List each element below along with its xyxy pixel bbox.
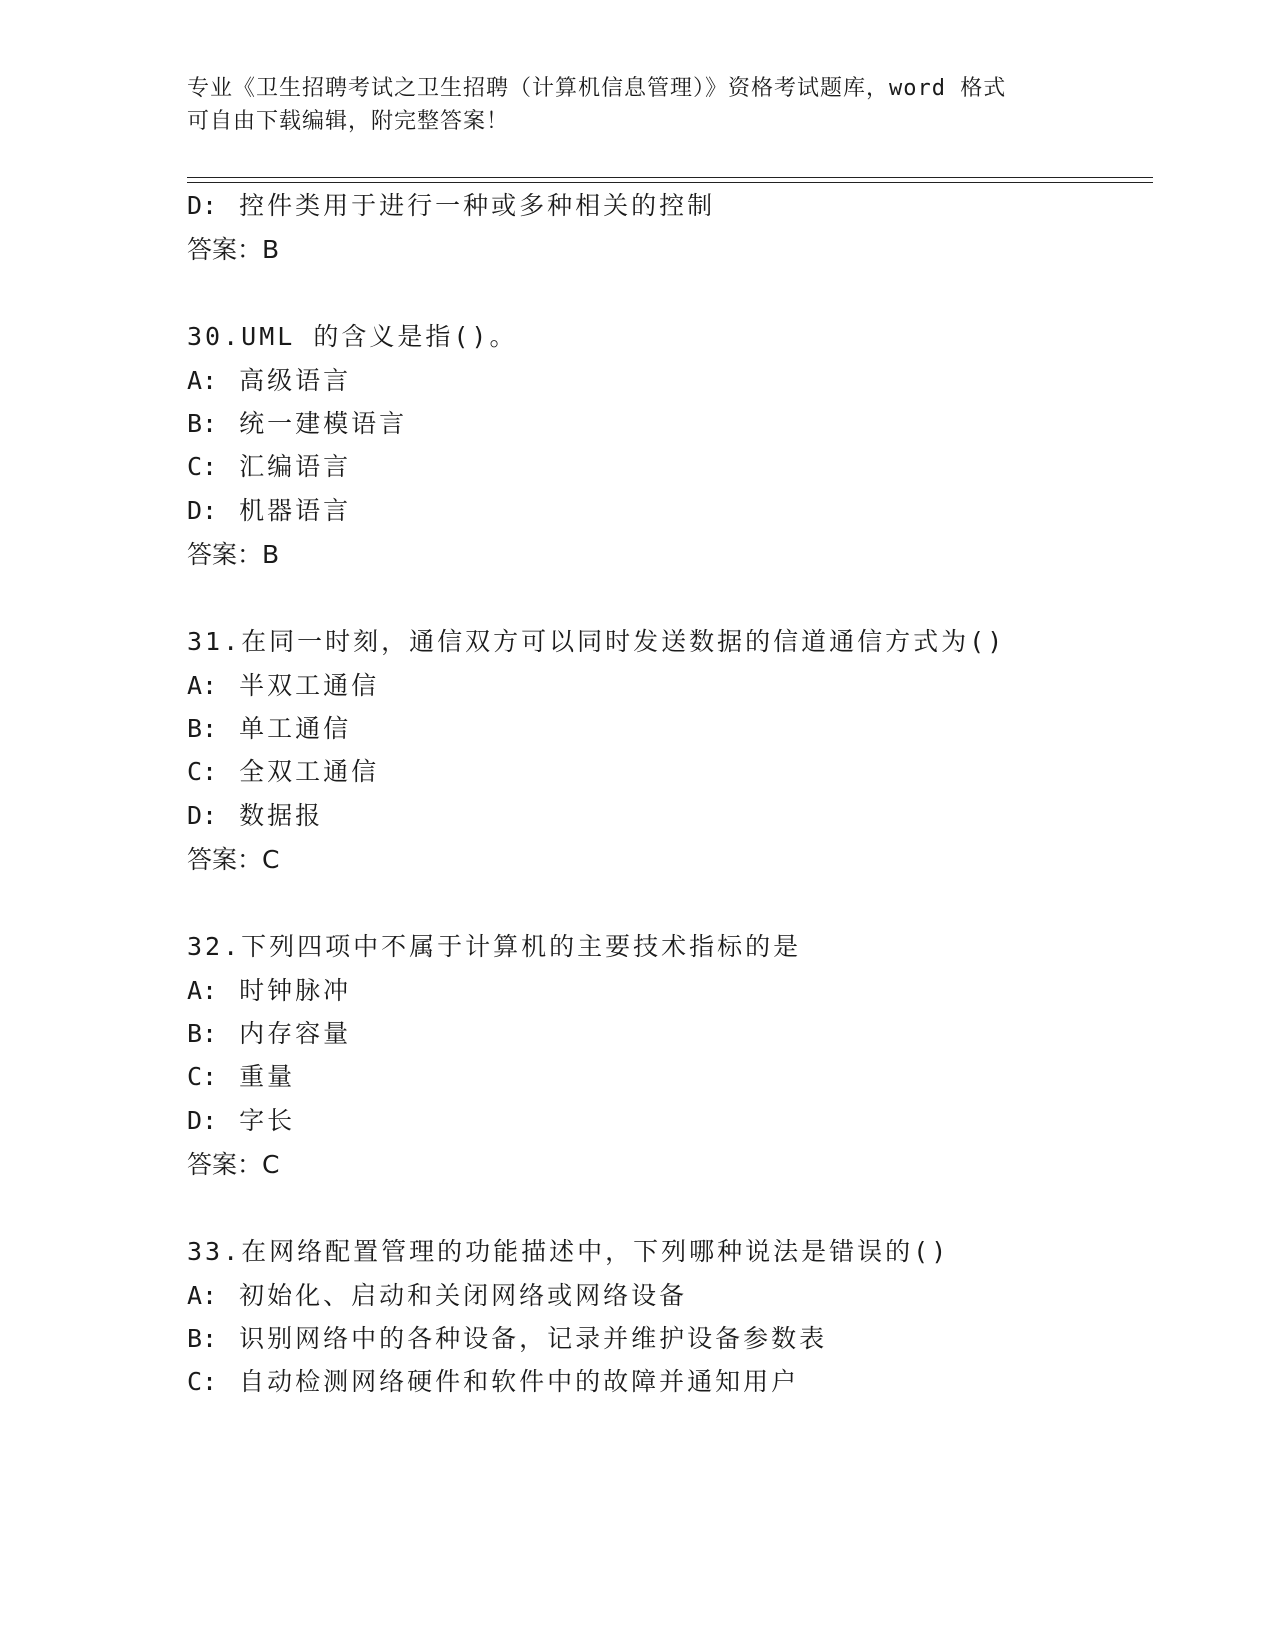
document-header (187, 72, 1087, 138)
option-letter: D: (187, 191, 218, 220)
option-letter: C: (187, 1062, 218, 1091)
option-text: 半双工通信 (239, 671, 380, 700)
option-letter: D: (187, 496, 218, 525)
option-text: 数据报 (239, 801, 324, 830)
header-line-2: 可自由下载编辑，附完整答案！ (187, 109, 510, 134)
option-row (187, 800, 323, 832)
option-row (187, 190, 715, 222)
option-row (187, 1280, 687, 1312)
option-row (187, 1105, 295, 1137)
option-text: 时钟脉冲 (239, 976, 352, 1005)
option-letter: B: (187, 1324, 218, 1353)
answer-line: 答案：C (187, 845, 280, 874)
option-text: 字长 (239, 1106, 296, 1135)
header-line-1: 专业《卫生招聘考试之卫生招聘（计算机信息管理）》资格考试题库，word 格式 (187, 76, 1007, 101)
option-letter: C: (187, 1367, 218, 1396)
question-stem: 32.下列四项中不属于计算机的主要技术指标的是 (187, 932, 802, 961)
option-text: 自动检测网络硬件和软件中的故障并通知用户 (239, 1367, 800, 1396)
option-letter: C: (187, 452, 218, 481)
option-text: 机器语言 (239, 496, 352, 525)
option-letter: A: (187, 366, 218, 395)
question-stem: 30.UML 的含义是指()。 (187, 322, 518, 351)
option-row (187, 756, 379, 788)
option-letter: B: (187, 1019, 218, 1048)
option-text: 识别网络中的各种设备，记录并维护设备参数表 (239, 1324, 828, 1353)
option-row (187, 451, 351, 483)
option-text: 控件类用于进行一种或多种相关的控制 (239, 191, 716, 220)
option-text: 内存容量 (239, 1019, 352, 1048)
option-row (187, 495, 351, 527)
option-text: 统一建模语言 (239, 409, 408, 438)
option-row (187, 713, 351, 745)
answer-line: 答案：B (187, 540, 280, 569)
option-row (187, 670, 379, 702)
option-text: 全双工通信 (239, 757, 380, 786)
option-row (187, 975, 351, 1007)
question-stem: 31.在同一时刻，通信双方可以同时发送数据的信道通信方式为() (187, 627, 1006, 656)
option-letter: D: (187, 1106, 218, 1135)
option-letter: C: (187, 757, 218, 786)
option-text: 重量 (239, 1062, 296, 1091)
option-letter: B: (187, 714, 218, 743)
option-row (187, 1366, 799, 1398)
option-row (187, 365, 351, 397)
header-divider-top (187, 177, 1153, 178)
option-row (187, 408, 407, 440)
option-text: 初始化、启动和关闭网络或网络设备 (239, 1281, 688, 1310)
option-letter: A: (187, 976, 218, 1005)
option-text: 高级语言 (239, 366, 352, 395)
question-stem: 33.在网络配置管理的功能描述中，下列哪种说法是错误的() (187, 1237, 950, 1266)
option-row (187, 1323, 827, 1355)
option-letter: A: (187, 671, 218, 700)
answer-line: 答案：C (187, 1150, 280, 1179)
option-row (187, 1061, 295, 1093)
option-letter: B: (187, 409, 218, 438)
option-letter: D: (187, 801, 218, 830)
option-row (187, 1018, 351, 1050)
header-divider-bottom (187, 182, 1153, 183)
option-letter: A: (187, 1281, 218, 1310)
answer-line: 答案：B (187, 235, 280, 264)
option-text: 单工通信 (239, 714, 352, 743)
option-text: 汇编语言 (239, 452, 352, 481)
